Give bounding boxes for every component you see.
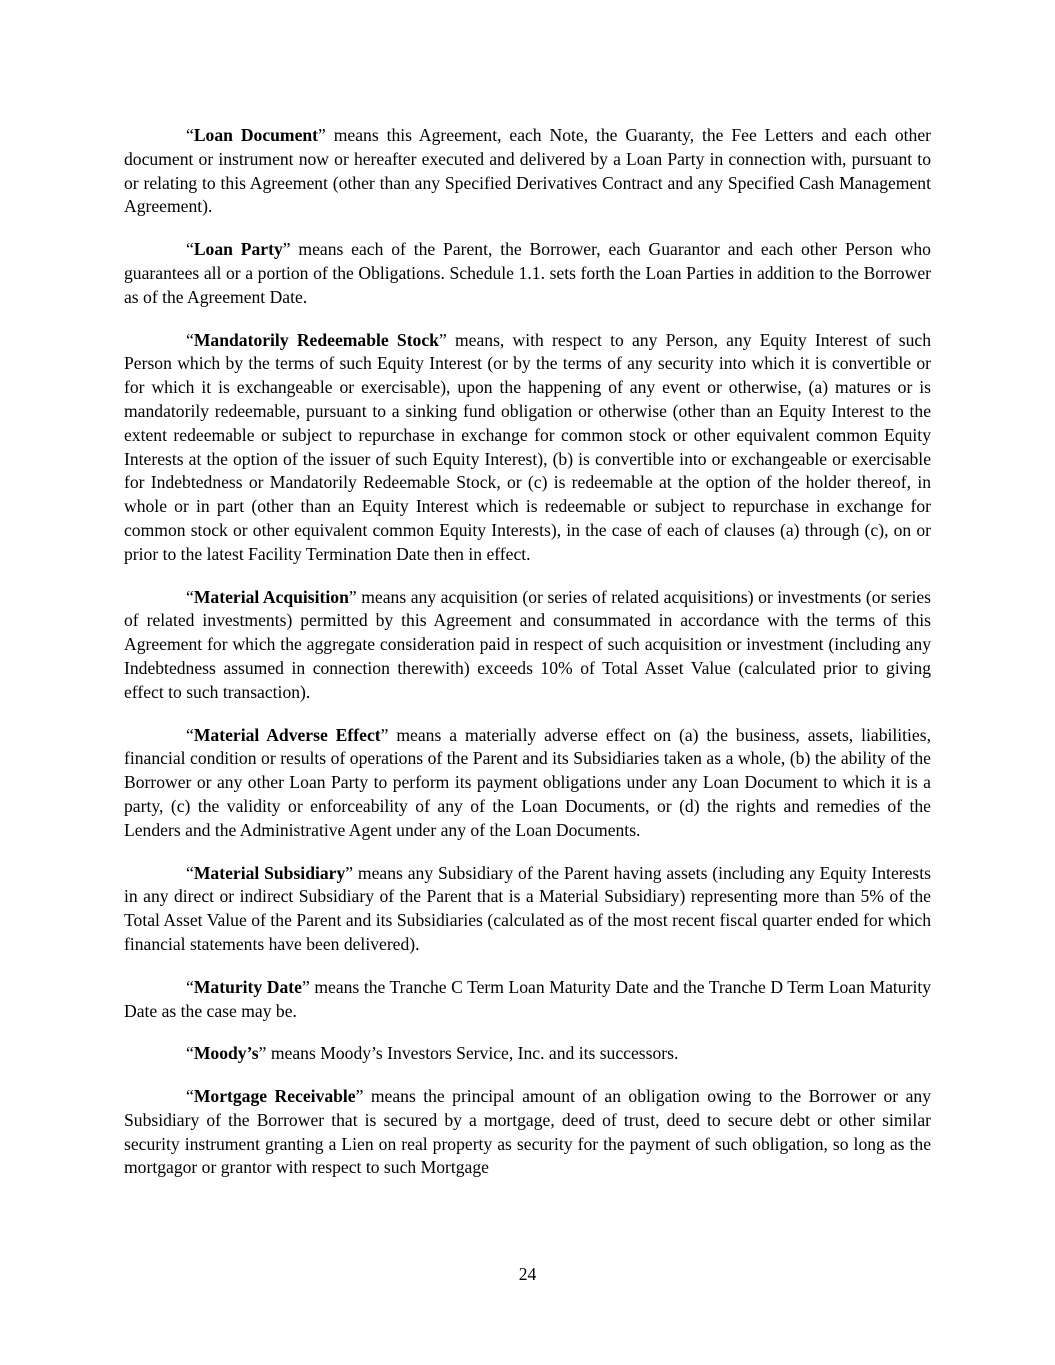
definition-material-adverse-effect [124,724,931,843]
definition-mandatorily-redeemable-stock [124,329,931,567]
open-quote: “ [186,1086,194,1107]
defined-term: Maturity Date [193,976,302,997]
definition-text: means this Agreement, each Note, the Guaranty, the Fee Letters and each other document or instrument now or hereafter executed and delivered by a Loan Party in connection with, pursuant to or relating to this Agreement (other than any Specified Derivatives Contract and any Specified Cash Management Agreement). [124,125,931,217]
defined-term: Material Adverse Effect [193,724,381,745]
close-quote: ” [438,329,447,350]
close-quote: ” [318,125,326,145]
definition-maturity-date [124,976,931,1024]
close-quote: ” [282,239,291,260]
close-quote: ” [380,724,389,745]
definition-material-subsidiary [124,862,931,957]
close-quote: ” [258,1043,267,1064]
definition-text: means any Subsidiary of the Parent having assets (including any Equity Interests in any direct or indirect Subsidiary of the Parent that is a Material Subsidiary) representing more than 5% of the Total Asset Value of the Parent and its Subsidiaries (calculated as of the most recent fiscal quarter ended for which financial statements have been delivered). [124,862,931,954]
definition-text: means any acquisition (or series of related acquisitions) or investments (or series of related investments) permitted by this Agreement and consummated in accordance with the terms of this Agreement for which the aggregate consideration paid in respect of such acquisition or investment (including any Indebtedness assumed in connection therewith) exceeds 10% of Total Asset Value (calculated prior to giving effect to such transaction). [124,586,931,702]
definition-text: means the Tranche C Term Loan Maturity Date and the Tranche D Term Loan Maturity Date as the case may be. [124,976,932,1021]
definition-moodys [124,1042,931,1066]
document-page [124,124,931,1199]
definition-mortgage-receivable [124,1085,931,1180]
defined-term: Moody’s [193,1043,259,1064]
defined-term: Loan Party [193,239,283,260]
close-quote: ” [301,976,310,997]
close-quote: ” [345,862,354,883]
definition-text: means the principal amount of an obligation owing to the Borrower or any Subsidiary of the Borrower that is secured by a mortgage, deed of trust, deed to secure debt or other similar security instrument granting a Lien on real property as security for the payment of such obligation, so long as the mortgagor or grantor with respect to such Mortgage [124,1086,931,1178]
open-quote: “ [186,976,194,997]
open-quote: “ [186,724,194,745]
definition-text: means a materially adverse effect on (a) the business, assets, liabilities, financial condition or results of operations of the Parent and its Subsidiaries taken as a whole, (b) the ability of the Borrower or any other Loan Party to perform its payment obligations under any Loan Document to which it is a party, (c) the validity or enforceability of any of the Loan Documents, or (d) the rights and remedies of the Lenders and the Administrative Agent under any of the Loan Documents. [124,724,931,840]
open-quote: “ [186,125,194,145]
defined-term: Loan Document [193,125,319,145]
open-quote: “ [186,329,194,350]
page-number: 24 [518,1264,537,1284]
definition-text: means each of the Parent, the Borrower, each Guarantor and each other Person who guarantees all or a portion of the Obligations. Schedule 1.1. sets forth the Loan Parties in addition to the Borrower as of the Agreement Date. [124,239,931,307]
definition-text: means Moody’s Investors Service, Inc. and its successors. [266,1043,679,1064]
open-quote: “ [186,862,194,883]
open-quote: “ [186,239,194,260]
close-quote: ” [355,1086,364,1107]
definition-loan-document [124,124,931,219]
defined-term: Mandatorily Redeemable Stock [193,329,439,350]
open-quote: “ [186,586,194,607]
open-quote: “ [186,1043,194,1064]
definition-loan-party [124,238,931,309]
definition-text: means, with respect to any Person, any Equity Interest of such Person which by the terms of such Equity Interest (or by the terms of any security into which it is convertible or for which it is exchangeable or exercisable), upon the happening of any event or otherwise, (a) matures or is mandatorily redeemable, pursuant to a sinking fund obligation or otherwise (other than an Equity Interest to the extent redeemable or subject to repurchase in exchange for common stock or other equivalent common Equity Interests at the option of the issuer of such Equity Interest), (b) is convertible into or exchangeable or exercisable for Indebtedness or Mandatorily Redeemable Stock, or (c) is redeemable at the option of the holder thereof, in whole or in part (other than an Equity Interest which is redeemable or subject to repurchase in exchange for common stock or other equivalent common Equity Interests), in the case of each of clauses (a) through (c), on or prior to the latest Facility Termination Date then in effect. [124,329,931,564]
definition-material-acquisition [124,586,931,705]
defined-term: Material Subsidiary [193,862,346,883]
defined-term: Mortgage Receivable [193,1086,356,1107]
close-quote: ” [348,586,357,607]
defined-term: Material Acquisition [193,586,349,607]
